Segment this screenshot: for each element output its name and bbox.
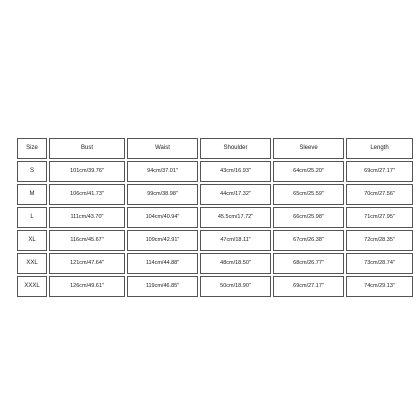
header-row (17, 138, 413, 159)
shoulder-cell: 43cm/16.93" (200, 161, 271, 182)
size-cell: XL (17, 230, 47, 251)
sleeve-cell: 67cm/26.38" (273, 230, 344, 251)
size-cell: XXL (17, 253, 47, 274)
size-chart-table (15, 136, 415, 299)
size-cell: XXXL (17, 276, 47, 297)
shoulder-cell: 44cm/17.32" (200, 184, 271, 205)
header-waist: Waist (127, 138, 198, 159)
length-cell: 71cm/27.95" (346, 207, 413, 228)
bust-cell: 116cm/45.67" (49, 230, 125, 251)
header-length: Length (346, 138, 413, 159)
waist-cell: 104cm/40.94" (127, 207, 198, 228)
sleeve-cell: 69cm/27.17" (273, 276, 344, 297)
length-cell: 72cm/28.35" (346, 230, 413, 251)
sleeve-cell: 66cm/25.98" (273, 207, 344, 228)
table-row (17, 161, 413, 182)
table-row (17, 253, 413, 274)
size-cell: L (17, 207, 47, 228)
length-cell: 74cm/29.13" (346, 276, 413, 297)
length-cell: 73cm/28.74" (346, 253, 413, 274)
waist-cell: 94cm/37.01" (127, 161, 198, 182)
shoulder-cell: 45.5cm/17.72" (200, 207, 271, 228)
waist-cell: 109cm/42.91" (127, 230, 198, 251)
header-shoulder: Shoulder (200, 138, 271, 159)
waist-cell: 99cm/38.98" (127, 184, 198, 205)
bust-cell: 121cm/47.64" (49, 253, 125, 274)
shoulder-cell: 50cm/18.90" (200, 276, 271, 297)
sleeve-cell: 64cm/25.20" (273, 161, 344, 182)
header-sleeve: Sleeve (273, 138, 344, 159)
table-row (17, 276, 413, 297)
shoulder-cell: 48cm/18.50" (200, 253, 271, 274)
header-bust: Bust (49, 138, 125, 159)
bust-cell: 106cm/41.73" (49, 184, 125, 205)
bust-cell: 111cm/43.70" (49, 207, 125, 228)
bust-cell: 126cm/49.61" (49, 276, 125, 297)
waist-cell: 119cm/46.85" (127, 276, 198, 297)
sleeve-cell: 68cm/26.77" (273, 253, 344, 274)
table-row (17, 207, 413, 228)
sleeve-cell: 65cm/25.59" (273, 184, 344, 205)
size-cell: M (17, 184, 47, 205)
size-cell: S (17, 161, 47, 182)
table-row (17, 230, 413, 251)
shoulder-cell: 47cm/18.11" (200, 230, 271, 251)
header-size: Size (17, 138, 47, 159)
table-row (17, 184, 413, 205)
length-cell: 70cm/27.56" (346, 184, 413, 205)
length-cell: 69cm/27.17" (346, 161, 413, 182)
bust-cell: 101cm/39.76" (49, 161, 125, 182)
waist-cell: 114cm/44.88" (127, 253, 198, 274)
